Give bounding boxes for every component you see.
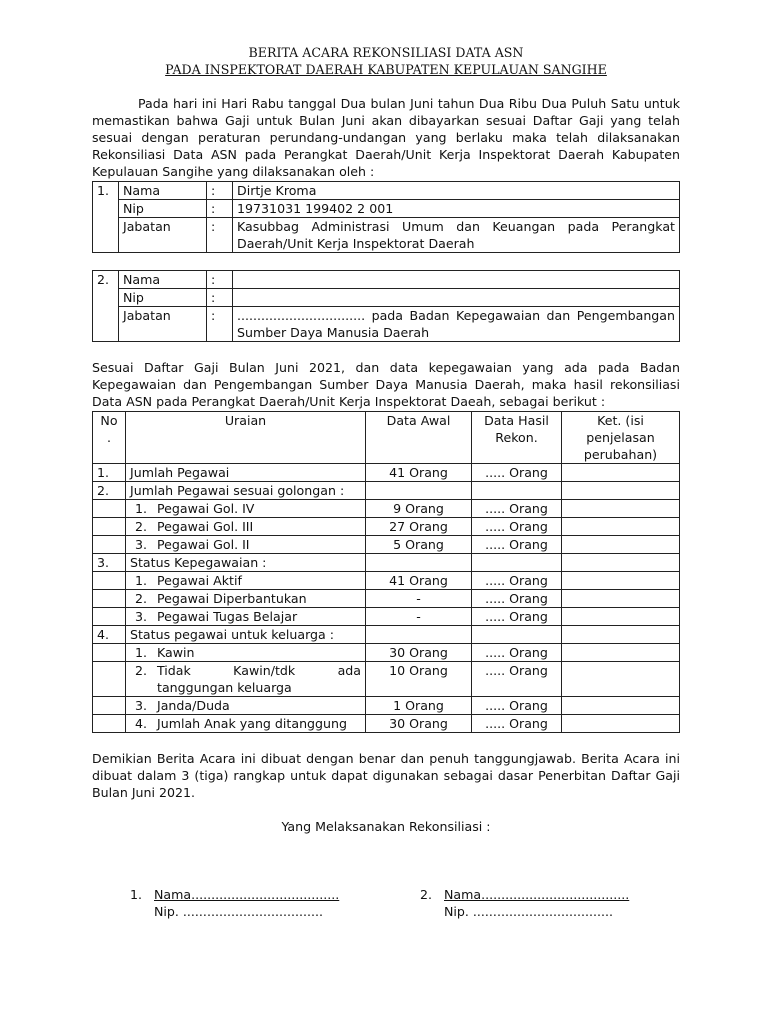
row-keterangan xyxy=(562,608,680,626)
signer-2 xyxy=(420,886,629,920)
row-keterangan xyxy=(562,536,680,554)
row-label: Janda/Duda xyxy=(157,698,230,713)
row-uraian xyxy=(126,608,366,626)
party-2-jabatan-label: Jabatan xyxy=(119,307,207,342)
row-sub-number: 3. xyxy=(135,698,148,713)
row-keterangan xyxy=(562,482,680,500)
table-row xyxy=(93,518,680,536)
row-uraian xyxy=(126,536,366,554)
row-keterangan xyxy=(562,697,680,715)
row-label: Status pegawai untuk keluarga : xyxy=(130,627,334,642)
row-sub-number: 1. xyxy=(135,501,148,516)
party-1-number: 1. xyxy=(93,182,119,200)
row-data-awal xyxy=(366,626,472,644)
row-number xyxy=(93,572,126,590)
row-data-hasil xyxy=(472,554,562,572)
row-number xyxy=(93,518,126,536)
row-data-hasil: ..... Orang xyxy=(472,518,562,536)
row-data-awal: 10 Orang xyxy=(366,662,472,697)
row-data-hasil: ..... Orang xyxy=(472,608,562,626)
row-data-awal: - xyxy=(366,590,472,608)
signers-heading: Yang Melaksanakan Rekonsiliasi : xyxy=(281,819,491,834)
row-uraian xyxy=(126,715,366,733)
party-2-blank xyxy=(93,289,119,307)
header-no: No . xyxy=(93,412,126,464)
row-uraian xyxy=(126,518,366,536)
table-row xyxy=(93,464,680,482)
row-number: 2. xyxy=(93,482,126,500)
header-data-hasil: Data Hasil Rekon. xyxy=(472,412,562,464)
row-keterangan xyxy=(562,644,680,662)
row-number xyxy=(93,662,126,697)
row-data-hasil xyxy=(472,482,562,500)
row-data-awal: 9 Orang xyxy=(366,500,472,518)
row-number xyxy=(93,536,126,554)
party-1-jabatan-colon: : xyxy=(207,218,233,253)
row-label: Jumlah Pegawai sesuai golongan : xyxy=(130,483,345,498)
signer-1-nip: Nip. ................................... xyxy=(154,904,324,919)
table-row xyxy=(93,697,680,715)
signer-2-nip: Nip. ................................... xyxy=(444,904,614,919)
party-1-jabatan-value: Kasubbag Administrasi Umum dan Keuangan pada Perangkat Daerah/Unit Kerja Inspektorat Daerah xyxy=(233,218,680,253)
row-sub-number: 2. xyxy=(135,519,148,534)
row-data-hasil: ..... Orang xyxy=(472,662,562,697)
row-data-hasil: ..... Orang xyxy=(472,536,562,554)
row-data-awal: 5 Orang xyxy=(366,536,472,554)
signer-1-number: 1. xyxy=(130,887,143,902)
row-sub-number: 1. xyxy=(135,645,148,660)
table-row xyxy=(93,482,680,500)
party-1-blank xyxy=(93,200,119,218)
row-sub-number: 3. xyxy=(135,537,148,552)
row-data-awal: 27 Orang xyxy=(366,518,472,536)
row-keterangan xyxy=(562,662,680,697)
row-keterangan xyxy=(562,590,680,608)
header-uraian: Uraian xyxy=(126,412,366,464)
row-uraian xyxy=(126,662,366,697)
row-label: Tidak Kawin/tdk ada tanggungan keluarga xyxy=(157,663,361,695)
row-data-hasil: ..... Orang xyxy=(472,715,562,733)
header-data-awal: Data Awal xyxy=(366,412,472,464)
row-data-awal: 30 Orang xyxy=(366,644,472,662)
row-keterangan xyxy=(562,500,680,518)
row-label: Status Kepegawaian : xyxy=(130,555,267,570)
party-2-nama-colon: : xyxy=(207,271,233,289)
table-row xyxy=(93,662,680,697)
row-uraian xyxy=(126,500,366,518)
closing-paragraph: Demikian Berita Acara ini dibuat dengan benar dan penuh tanggungjawab. Berita Acara ini dibuat dalam 3 (tiga) rangkap untuk dapat digunakan sebagai dasar Penerbitan Daftar Gaji Bulan Juni 2021. xyxy=(92,751,680,800)
row-number: 3. xyxy=(93,554,126,572)
table-row xyxy=(93,536,680,554)
row-data-hasil: ..... Orang xyxy=(472,572,562,590)
title-line-1: BERITA ACARA REKONSILIASI DATA ASN xyxy=(248,45,524,60)
party-2-jabatan-colon: : xyxy=(207,307,233,342)
title-line-2: PADA INSPEKTORAT DAERAH KABUPATEN KEPULAUAN SANGIHE xyxy=(165,62,607,77)
row-data-awal: - xyxy=(366,608,472,626)
row-sub-number: 2. xyxy=(135,663,148,678)
row-keterangan xyxy=(562,572,680,590)
row-sub-number: 1. xyxy=(135,573,148,588)
row-label: Pegawai Gol. III xyxy=(157,519,254,534)
document-page xyxy=(92,44,680,835)
table-row xyxy=(93,590,680,608)
party-1-blank xyxy=(93,218,119,253)
party-1-nama-colon: : xyxy=(207,182,233,200)
row-sub-number: 2. xyxy=(135,591,148,606)
row-data-awal xyxy=(366,554,472,572)
party-2-nama-label: Nama xyxy=(119,271,207,289)
row-label: Pegawai Tugas Belajar xyxy=(157,609,298,624)
row-number xyxy=(93,500,126,518)
table-row xyxy=(93,644,680,662)
row-keterangan xyxy=(562,464,680,482)
party-2-nip-colon: : xyxy=(207,289,233,307)
row-data-awal: 41 Orang xyxy=(366,464,472,482)
row-uraian xyxy=(126,697,366,715)
row-uraian xyxy=(126,464,366,482)
row-data-hasil: ..... Orang xyxy=(472,464,562,482)
row-number xyxy=(93,608,126,626)
row-label: Pegawai Diperbantukan xyxy=(157,591,307,606)
table-row xyxy=(93,715,680,733)
row-keterangan xyxy=(562,715,680,733)
row-uraian xyxy=(126,554,366,572)
table-row xyxy=(93,554,680,572)
party-2-nip-value xyxy=(233,289,680,307)
row-sub-number: 4. xyxy=(135,716,148,731)
party-1-table xyxy=(92,181,680,253)
row-data-awal: 41 Orang xyxy=(366,572,472,590)
row-number xyxy=(93,697,126,715)
table-row xyxy=(93,500,680,518)
intro-paragraph: Pada hari ini Hari Rabu tanggal Dua bulan Juni tahun Dua Ribu Dua Puluh Satu untuk memastikan bahwa Gaji untuk Bulan Juni akan dibayarkan sesuai Daftar Gaji yang telah sesuai dengan peraturan perundang-undangan yang berlaku maka telah dilaksanakan Rekonsiliasi Data ASN pada Perangkat Daerah/Unit Kerja Inspektorat Daerah Kabupaten Kepulauan Sangihe yang dilaksanakan oleh : xyxy=(92,96,680,179)
row-label: Jumlah Anak yang ditanggung xyxy=(157,716,348,731)
table-header-row xyxy=(93,412,680,464)
signer-1 xyxy=(130,886,339,920)
reconciliation-table xyxy=(92,411,680,733)
row-data-hasil: ..... Orang xyxy=(472,500,562,518)
row-keterangan xyxy=(562,626,680,644)
row-data-hasil: ..... Orang xyxy=(472,644,562,662)
row-uraian xyxy=(126,626,366,644)
row-number: 1. xyxy=(93,464,126,482)
row-data-hasil: ..... Orang xyxy=(472,697,562,715)
row-number xyxy=(93,715,126,733)
party-1-nama-value: Dirtje Kroma xyxy=(233,182,680,200)
party-1-nip-value: 19731031 199402 2 001 xyxy=(233,200,680,218)
row-number xyxy=(93,590,126,608)
party-1-nip-label: Nip xyxy=(119,200,207,218)
middle-paragraph: Sesuai Daftar Gaji Bulan Juni 2021, dan data kepegawaian yang ada pada Badan Kepegawaian dan Pengembangan Sumber Daya Manusia Daerah, maka hasil rekonsiliasi Data ASN pada Perangkat Daerah/Unit Kerja Inspektorat Daeah, sebagai berikut : xyxy=(92,360,680,409)
row-data-awal: 30 Orang xyxy=(366,715,472,733)
row-sub-number: 3. xyxy=(135,609,148,624)
signer-1-name: Nama..................................... xyxy=(154,887,340,902)
party-2-number: 2. xyxy=(93,271,119,289)
header-keterangan: Ket. (isi penjelasan perubahan) xyxy=(562,412,680,464)
party-2-nip-label: Nip xyxy=(119,289,207,307)
signer-2-name: Nama..................................... xyxy=(444,887,630,902)
party-2-table xyxy=(92,270,680,342)
document-title xyxy=(92,44,680,78)
row-label: Jumlah Pegawai xyxy=(130,465,230,480)
row-data-hasil xyxy=(472,626,562,644)
row-uraian xyxy=(126,644,366,662)
table-row xyxy=(93,608,680,626)
row-uraian xyxy=(126,572,366,590)
row-number xyxy=(93,644,126,662)
party-1-nama-label: Nama xyxy=(119,182,207,200)
row-data-awal xyxy=(366,482,472,500)
table-row xyxy=(93,572,680,590)
row-label: Pegawai Aktif xyxy=(157,573,242,588)
row-number: 4. xyxy=(93,626,126,644)
party-2-nama-value xyxy=(233,271,680,289)
party-2-jabatan-value: ................................ pada Badan Kepegawaian dan Pengembangan Sumber Daya Manusia Daerah xyxy=(233,307,680,342)
table-body xyxy=(93,464,680,733)
table-row xyxy=(93,626,680,644)
row-label: Pegawai Gol. IV xyxy=(157,501,255,516)
row-keterangan xyxy=(562,554,680,572)
party-2-blank xyxy=(93,307,119,342)
party-1-nip-colon: : xyxy=(207,200,233,218)
row-label: Pegawai Gol. II xyxy=(157,537,250,552)
row-data-awal: 1 Orang xyxy=(366,697,472,715)
row-keterangan xyxy=(562,518,680,536)
row-data-hasil: ..... Orang xyxy=(472,590,562,608)
row-uraian xyxy=(126,482,366,500)
party-1-jabatan-label: Jabatan xyxy=(119,218,207,253)
row-label: Kawin xyxy=(157,645,195,660)
row-uraian xyxy=(126,590,366,608)
signer-2-number: 2. xyxy=(420,887,433,902)
